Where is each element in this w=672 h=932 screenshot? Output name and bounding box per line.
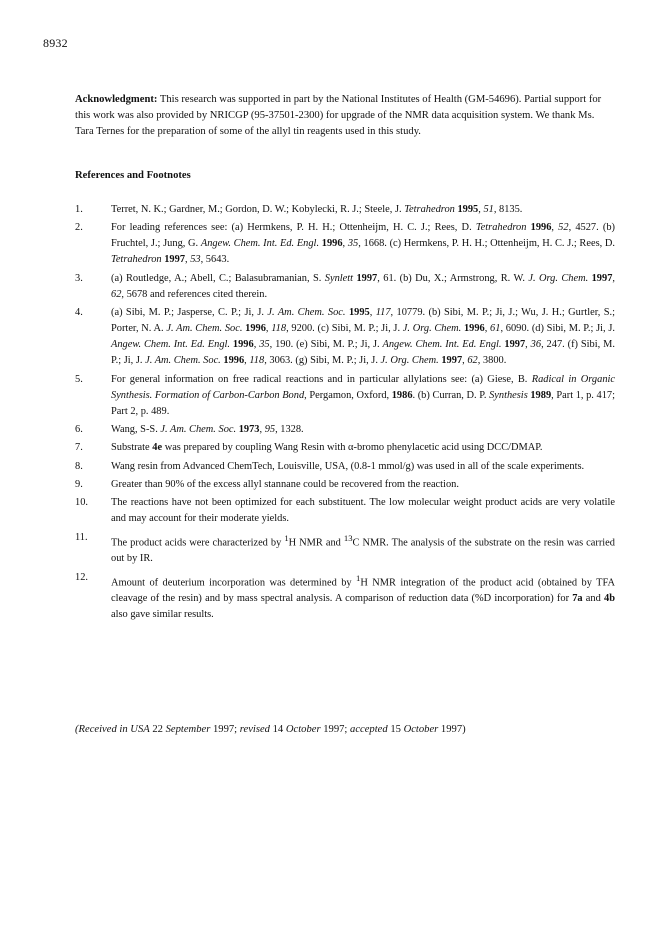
text-segment: 22 [149,724,166,735]
reference-item [75,305,615,369]
text-segment: 36 [530,339,542,351]
received-dates-line [75,724,466,735]
text-segment: 13 [343,532,353,543]
text-segment: H NMR integration of the product acid (obtained by TFA cleavage of the resin) and by mass spectral analysis. A comparison of reduction data (%D incorporation) for [111,576,615,605]
text-segment: also gave similar results. [111,609,214,621]
reference-item [75,220,615,268]
text-segment: H NMR and [288,537,344,549]
text-segment: , [342,238,348,250]
text-segment: (a) Sibi, M. P.; Jasperse, C. P.; Ji, J. [111,307,268,319]
text-segment: 1996 [232,339,254,351]
text-segment: , 3800. [477,355,507,367]
text-segment: . (b) Curran, D. P. [412,389,490,401]
text-segment: 1 [356,572,361,583]
text-segment: 4b [604,593,615,605]
text-segment: , 61. (b) Du, X.; Armstrong, R. W. [377,272,529,284]
reference-text [111,477,615,493]
text-segment: Wang resin from Advanced ChemTech, Louisville, USA, (0.8-1 mmol/g) was used in all of the scale experiments. [111,460,585,472]
text-segment: J. Org. Chem. [402,323,462,335]
reference-text [111,570,615,624]
text-segment: , [462,355,468,367]
reference-text [111,459,615,475]
text-segment: 118 [271,323,287,335]
text-segment: , [369,307,376,319]
text-segment: 95 [264,424,276,436]
reference-number: 8. [75,460,83,472]
text-segment: Angew. Chem. Int. Ed. Engl. [111,339,231,351]
text-segment: , 8135. [493,204,523,215]
text-segment: Tetrahedron [111,254,162,266]
text-segment: , [525,339,531,351]
text-segment: J. Am. Chem. Soc. [145,355,221,367]
acknowledgment-heading: Acknowledgment: [75,94,158,105]
text-segment: 1986 [391,389,413,401]
text-segment: Amount of deuterium incorporation was determined by [111,576,357,588]
text-segment: 117 [375,307,391,319]
reference-number: 2. [75,222,83,234]
reference-item [75,271,615,303]
reference-number: 12. [75,571,88,583]
text-segment: 53 [190,254,201,266]
reference-text [111,271,615,303]
references-heading: References and Footnotes [75,170,191,181]
text-segment: J. Am. Chem. Soc. [160,424,237,436]
text-segment: Tetrahedron [404,204,455,215]
text-segment: Synlett [324,272,354,284]
text-segment: , [185,254,191,266]
text-segment: Angew. Chem. Int. Ed. Engl. [200,238,320,250]
text-segment: 14 [269,724,286,735]
text-segment: 1997 [441,355,463,367]
reference-text [111,530,615,568]
text-segment: , 1668. (c) Hermkens, P. H. H.; Ottenheijm, H. C. J.; Rees, D. [358,238,615,250]
text-segment: 1996 [463,323,485,335]
text-segment: , [265,323,272,335]
text-segment: 1989 [530,389,552,401]
reference-item [75,202,615,218]
text-segment: Received in USA [78,724,150,735]
text-segment: 1997 [164,254,186,266]
reference-item [75,495,615,527]
text-segment: was prepared by coupling Wang Resin with α-bromo phenylacetic acid using DCC/DMAP. [162,442,543,454]
text-segment: October [403,724,439,735]
reference-number: 3. [75,272,83,284]
text-segment: October [285,724,321,735]
text-segment: , 9200. (c) Sibi, M. P.; Ji, J. [286,323,403,335]
text-segment: For general information on free radical reactions and in particular allylations see: (a) Giese, B. [111,373,532,385]
references-list [75,202,615,625]
reference-text [111,202,615,218]
text-segment: 1996 [223,355,245,367]
text-segment: 1997) [438,724,466,735]
text-segment: 1997; [210,724,240,735]
text-segment: 1996 [245,323,266,335]
text-segment: For leading references see: (a) Hermkens, P. H. H.; Ottenheijm, H. C. J.; Rees, D. [111,222,476,234]
text-segment: 1995 [457,204,479,215]
text-segment: Angew. Chem. Int. Ed. Engl. [382,339,502,351]
text-segment: , [478,204,484,215]
text-segment: 7a [572,593,583,605]
text-segment: , 5678 and references cited therein. [121,288,268,300]
text-segment: , [253,339,260,351]
text-segment: 1997 [356,272,378,284]
text-segment: 62 [111,288,122,300]
text-segment: , Part 1, p. 417; Part 2, p. 489. [111,389,615,417]
text-segment: Substrate [111,442,153,454]
text-segment: 51 [483,204,494,215]
text-segment: 1997 [591,272,613,284]
text-segment: , 10779. (b) Sibi, M. P.; Ji, J.; Wu, J. H.; Gurtler, S.; Porter, N. A. [111,307,616,335]
text-segment: , 4527. (b) Fruchtel, J.; Jung, G. [111,222,615,250]
reference-item [75,570,615,624]
text-segment: J. Am. Chem. Soc. [267,307,346,319]
reference-number: 4. [75,307,83,319]
text-segment: , [259,424,265,436]
reference-number: 7. [75,442,83,454]
text-segment: 52 [558,222,569,234]
reference-text [111,372,615,420]
text-segment: Tetrahedron [475,222,527,234]
text-segment: 118 [249,355,265,367]
text-segment: , [551,222,559,234]
text-segment: accepted [350,724,388,735]
text-segment: revised [239,724,270,735]
text-segment: 15 [387,724,404,735]
text-segment: , 190. (e) Sibi, M. P.; Ji, J. [269,339,383,351]
text-segment: Synthesis [489,389,528,401]
reference-item [75,530,615,568]
reference-number: 6. [75,424,83,436]
reference-item [75,459,615,475]
reference-item [75,440,615,456]
reference-text [111,305,615,369]
text-segment: and [582,593,604,605]
text-segment: J. Org. Chem. [528,272,589,284]
text-segment: 1997 [504,339,526,351]
text-segment: 1996 [321,238,343,250]
text-segment: Greater than 90% of the excess allyl stannane could be recovered from the reaction. [111,479,459,490]
text-segment: ( [75,724,79,735]
reference-item [75,422,615,438]
reference-text [111,422,615,438]
text-segment: The reactions have not been optimized for each substituent. The low molecular weight product acids are very volatile and may account for their moderate yields. [111,497,615,525]
text-segment: 1996 [530,222,552,234]
text-segment: 61 [490,323,501,335]
reference-number: 1. [75,204,83,215]
text-segment: 35 [347,238,359,250]
text-segment: Wang, S-S. [111,424,161,436]
reference-number: 11. [75,531,88,543]
text-segment: The product acids were characterized by [111,537,285,549]
text-segment: Radical in Organic Synthesis. Formation of Carbon-Carbon Bond [111,373,616,401]
text-segment: J. Org. Chem. [380,355,439,367]
text-segment: 1973 [238,424,260,436]
text-segment: , 5643. [200,254,230,266]
text-segment: , [244,355,250,367]
text-segment: 4e [152,442,163,454]
text-segment: 1995 [348,307,370,319]
page-number: 8932 [43,36,68,50]
text-segment: , 247. (f) Sibi, M. P.; Ji, J. [111,339,615,367]
text-segment: 1997; [320,724,351,735]
text-segment: 35 [259,339,270,351]
reference-item [75,372,615,420]
text-segment: J. Am. Chem. Soc. [166,323,243,335]
text-segment: , [612,272,615,284]
text-segment: 62 [467,355,478,367]
acknowledgment-body: This research was supported in part by the National Institutes of Health (GM-54696). Partial support for this work was also provided by NRICGP (95-37501-2300) for upgrade of the NMR data acquisition system. We thank Ms. Tara Ternes for the preparation of some of the allyl tin reagents used in this study. [75,94,602,138]
text-segment: , 1328. [275,424,304,436]
text-segment: , Pergamon, Oxford, [304,389,392,401]
acknowledgment-paragraph [75,92,611,141]
reference-text [111,220,615,268]
text-segment: , 6090. (d) Sibi, M. P.; Ji, J. [500,323,615,335]
text-segment: C NMR. The analysis of the substrate on the resin was carried out by IR. [111,537,615,565]
text-segment: (a) Routledge, A.; Abell, C.; Balasubramanian, S. [111,272,325,284]
reference-text [111,495,615,527]
text-segment: , 3063. (g) Sibi, M. P.; Ji, J. [264,355,381,367]
reference-item [75,477,615,493]
reference-number: 10. [75,497,88,509]
text-segment: , [484,323,491,335]
text-segment: September [165,724,211,735]
reference-number: 5. [75,373,83,385]
text-segment: Terret, N. K.; Gardner, M.; Gordon, D. W.; Kobylecki, R. J.; Steele, J. [111,204,405,215]
reference-number: 9. [75,479,83,490]
reference-text [111,440,615,456]
text-segment: 1 [284,532,289,543]
